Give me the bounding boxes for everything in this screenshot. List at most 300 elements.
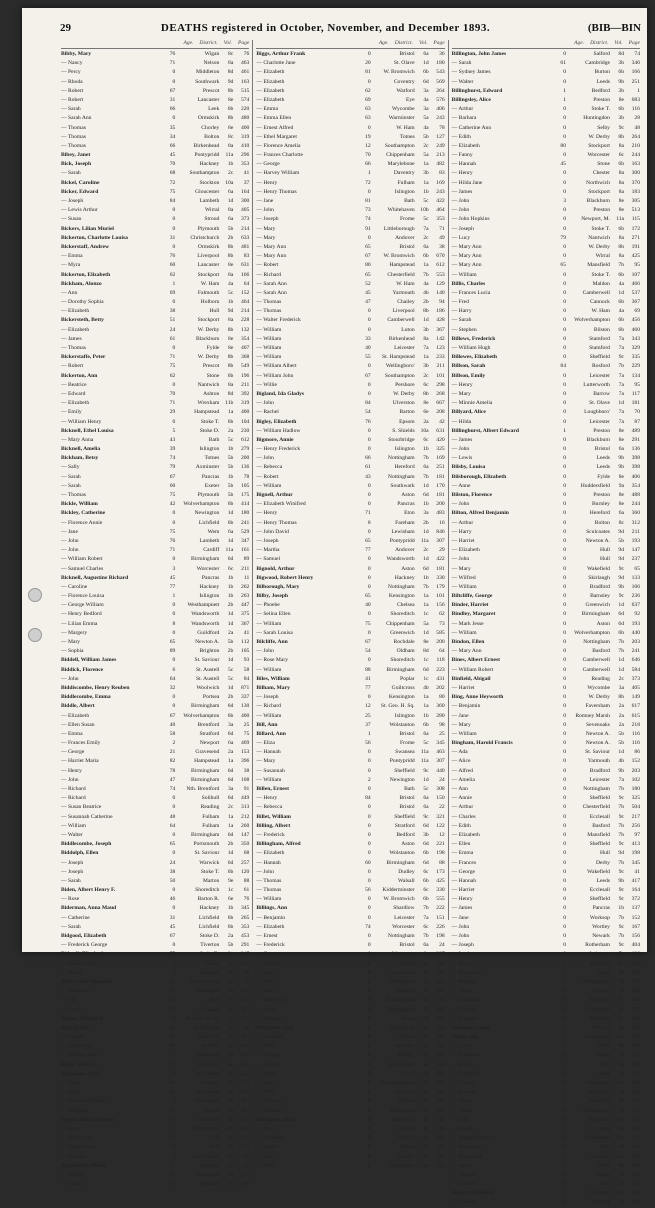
register-columns <box>58 40 643 1206</box>
entry-age: 0 <box>563 859 566 866</box>
entry-name: — Ernest <box>256 933 278 939</box>
register-entry <box>452 941 640 950</box>
entry-page: 47 <box>243 1162 250 1169</box>
entry-district: Aston <box>401 841 415 848</box>
entry-page: 549 <box>240 363 250 370</box>
entry-name: — George <box>256 161 280 168</box>
entry-age: 0 <box>563 280 566 287</box>
entry-district: Newark <box>592 933 610 939</box>
entry-page: 313 <box>240 804 250 811</box>
register-entry <box>452 326 640 335</box>
entry-page: 208 <box>436 409 445 416</box>
entry-name: — Benjamin <box>256 914 286 921</box>
entry-district: Basford <box>592 648 610 655</box>
entry-name: — George <box>451 868 476 875</box>
register-entry <box>61 767 249 776</box>
register-entry <box>452 693 640 702</box>
register-entry <box>452 904 640 913</box>
heading-name <box>61 40 177 48</box>
entry-age: 0 <box>367 390 371 397</box>
entry-age: 0 <box>563 537 566 544</box>
entry-district: Middlesbro' <box>583 1107 610 1114</box>
entry-name: — John <box>256 648 274 655</box>
entry-district: Ecclesall <box>589 813 610 820</box>
entry-name: — William Robert <box>451 666 494 673</box>
register-entry <box>61 583 249 592</box>
register-entry <box>256 702 444 711</box>
entry-age: 77 <box>169 583 176 590</box>
entry-volume: 6d <box>423 1015 429 1022</box>
entry-district: Sculcoates <box>586 528 610 535</box>
entry-page: 247 <box>240 1006 250 1013</box>
entry-volume: 9b <box>618 455 624 462</box>
entry-district: Sculcoates <box>195 1070 220 1077</box>
entry-name: — John <box>61 776 79 783</box>
entry-name: Biffen, Ann Elizabeth <box>61 978 113 985</box>
entry-page: 169 <box>436 179 445 186</box>
entry-age: 75 <box>169 1034 176 1041</box>
entry-district: Pancras <box>592 1199 610 1206</box>
entry-volume: 1a <box>228 1015 234 1022</box>
entry-name: — Barbara <box>451 115 477 122</box>
entry-age: 0 <box>563 942 566 949</box>
register-entry <box>61 1042 249 1051</box>
entry-age: 0 <box>563 850 566 857</box>
name-range: (BIB—BIN <box>587 22 641 34</box>
entry-age: 19 <box>169 978 176 985</box>
entry-age: 48 <box>169 1080 176 1086</box>
entry-district: W. Derby <box>588 133 610 140</box>
entry-district: Nottingham <box>387 583 415 590</box>
register-entry <box>452 748 640 757</box>
entry-age: 0 <box>367 482 371 489</box>
entry-district: Wigan <box>204 51 220 57</box>
entry-volume: 8e <box>423 1162 429 1169</box>
entry-name: — Sally <box>61 464 80 471</box>
entry-page: 204 <box>436 978 445 985</box>
entry-volume: 2b <box>227 969 234 976</box>
register-entry <box>256 372 444 381</box>
entry-district: Nantwich <box>588 234 610 241</box>
entry-district: Sheffield <box>589 795 610 802</box>
entry-volume: 6b <box>618 225 624 232</box>
entry-name: — Mary Ann <box>256 997 287 1004</box>
entry-page: 114 <box>436 997 445 1004</box>
entry-volume: 5a <box>423 115 429 122</box>
entry-volume: 2b <box>423 519 429 526</box>
page-header <box>60 22 641 38</box>
entry-district: Ashton <box>203 390 220 397</box>
entry-volume: 8d <box>227 69 234 76</box>
entry-district: Hull <box>209 997 220 1004</box>
entry-page: 576 <box>436 96 445 103</box>
entry-page: 346 <box>631 60 640 67</box>
entry-page: 353 <box>240 923 250 930</box>
entry-district: Gloucester <box>195 188 220 195</box>
register-entry <box>61 197 249 206</box>
entry-volume: 10b <box>420 207 429 214</box>
entry-district: Sheffield <box>394 813 415 820</box>
entry-name: — Elizabeth <box>256 923 285 930</box>
entry-age: 0 <box>563 133 566 140</box>
entry-page: 137 <box>631 905 640 912</box>
entry-volume: 8e <box>618 501 624 508</box>
entry-name: — Lilian Emma <box>61 620 98 627</box>
register-entry <box>452 721 640 730</box>
entry-page: 255 <box>436 1015 445 1022</box>
entry-district: St. Saviour <box>194 850 220 857</box>
entry-age: 0 <box>563 629 566 636</box>
entry-page: 76 <box>243 51 250 57</box>
entry-district: Darlington <box>585 1080 610 1086</box>
register-entry <box>256 877 444 886</box>
entry-volume: 1d <box>423 482 429 489</box>
entry-name: Biggadike, Cyril <box>61 1070 101 1077</box>
entry-page: 356 <box>631 1190 640 1197</box>
entry-age: 0 <box>563 1061 566 1068</box>
entry-district: Bedford <box>396 831 415 838</box>
entry-name: — Sophia <box>61 648 84 655</box>
entry-name: — Fanny <box>451 152 473 159</box>
entry-page: 443 <box>631 1089 640 1096</box>
entry-district: Newington <box>389 776 415 783</box>
register-entry <box>452 445 640 454</box>
entry-age: 70 <box>169 390 176 397</box>
entry-name: — George <box>61 1034 85 1041</box>
entry-page: 214 <box>240 225 250 232</box>
register-entry <box>452 1107 640 1116</box>
register-entry <box>61 482 249 491</box>
entry-page: 167 <box>631 923 640 930</box>
entry-age: 66 <box>169 142 176 149</box>
register-entry <box>256 87 444 96</box>
entry-name: — William <box>451 730 477 737</box>
entry-name: Billingsley, Ann <box>256 1024 294 1031</box>
entry-age: 0 <box>563 289 566 296</box>
entry-page: 175 <box>240 492 250 498</box>
register-entry <box>256 1061 444 1070</box>
entry-name: — Emily <box>61 409 82 416</box>
register-entry <box>61 960 249 969</box>
entry-volume: 9b <box>618 464 624 471</box>
register-entry <box>61 1180 249 1189</box>
entry-name: — Elizabeth <box>256 96 285 103</box>
entry-district: Hereford <box>589 510 610 517</box>
entry-district: Aston <box>401 565 415 572</box>
entry-page: 151 <box>436 914 445 921</box>
entry-district: Newton A. <box>585 730 610 737</box>
entry-age: 0 <box>563 446 566 453</box>
register-entry <box>61 1125 249 1134</box>
register-entry <box>61 1061 249 1070</box>
entry-page: 483 <box>436 510 445 517</box>
entry-page: 390 <box>240 1098 250 1105</box>
entry-page: 305 <box>631 198 640 204</box>
entry-name: — Joseph <box>61 198 84 204</box>
entry-volume: 2a <box>228 749 234 756</box>
entry-district: Lewisham <box>391 528 415 535</box>
entry-page: 116 <box>631 106 640 113</box>
entry-page: 252 <box>240 1070 250 1077</box>
entry-volume: 1b <box>227 574 234 581</box>
entry-page: 612 <box>240 436 250 443</box>
entry-page: 631 <box>240 262 250 269</box>
register-entry <box>61 537 249 546</box>
register-entry <box>452 372 640 381</box>
entry-name: — Lily <box>61 997 78 1004</box>
register-entry <box>61 666 249 675</box>
entry-volume: 8e <box>618 492 624 498</box>
entry-page: 392 <box>240 390 250 397</box>
entry-district: Hambledon <box>193 1024 220 1031</box>
entry-age: 0 <box>367 556 371 563</box>
entry-age: 0 <box>563 179 566 186</box>
entry-page: 279 <box>240 446 250 453</box>
entry-name: — William <box>256 345 282 351</box>
entry-age: 0 <box>563 831 566 838</box>
entry-district: Brighton <box>199 648 220 655</box>
register-entry <box>452 169 640 178</box>
entry-name: — Robert <box>256 262 279 269</box>
entry-page: 152 <box>240 289 250 296</box>
entry-name: — Frances Emily <box>61 740 101 747</box>
entry-district: Lambeth <box>199 537 220 544</box>
entry-page: 61 <box>243 887 250 894</box>
entry-age: 0 <box>563 795 566 802</box>
entry-name: — Sarah <box>451 988 472 995</box>
entry-volume: 3b <box>423 363 429 370</box>
register-entry <box>61 1033 249 1042</box>
entry-volume: 6b <box>423 69 429 76</box>
register-entry <box>256 1024 444 1033</box>
register-entry <box>452 399 640 408</box>
entry-volume: 8a <box>228 207 234 214</box>
entry-age: 77 <box>365 684 371 691</box>
entry-name: Bines, Albert Ernest <box>451 657 500 664</box>
register-entry <box>61 50 249 59</box>
entry-district: Bradford <box>199 1116 220 1123</box>
entry-page: 338 <box>436 1070 445 1077</box>
entry-name: — Henry <box>451 1098 473 1105</box>
entry-age: 0 <box>563 409 566 416</box>
entry-age: 0 <box>563 253 566 260</box>
entry-district: Sevenoaks <box>586 721 610 728</box>
entry-volume: 1b <box>423 446 429 453</box>
entry-volume: 8e <box>228 345 234 351</box>
entry-name: Binney, Elizabeth <box>451 1190 494 1197</box>
entry-district: Loughboro' <box>584 409 610 416</box>
entry-district: Northwich <box>586 179 610 186</box>
entry-district: Wortley <box>592 923 610 930</box>
entry-volume: 7a <box>618 345 624 351</box>
entry-age: 0 <box>563 492 566 498</box>
entry-district: Hull <box>209 308 220 315</box>
register-entry <box>256 620 444 629</box>
entry-age: 65 <box>365 271 371 278</box>
register-entry <box>452 555 640 564</box>
register-entry <box>452 877 640 886</box>
entry-volume: 1b <box>423 501 429 508</box>
entry-district: Aston <box>401 1015 415 1022</box>
entry-district: Birkenhead <box>193 142 220 149</box>
entry-district: Islington <box>199 593 220 600</box>
entry-page: 247 <box>240 951 250 958</box>
entry-page: 11 <box>243 574 250 581</box>
entry-district: Tiverton <box>200 942 220 949</box>
entry-volume: 9c <box>618 960 624 967</box>
entry-volume: 8d <box>618 51 624 57</box>
entry-age: 0 <box>367 1107 371 1114</box>
entry-age: 81 <box>365 69 371 76</box>
entry-district: Watford <box>396 87 415 94</box>
entry-name: — Henry <box>451 381 473 388</box>
entry-page: 615 <box>631 712 640 719</box>
entry-age: 0 <box>367 1052 371 1059</box>
register-entry <box>256 1006 444 1015</box>
entry-age: 0 <box>367 831 371 838</box>
entry-district: Stockton <box>199 179 220 186</box>
entry-name: — Mary <box>256 758 276 765</box>
entry-age: 0 <box>172 69 176 76</box>
entry-page: 78 <box>439 124 445 131</box>
entry-page: 367 <box>240 620 250 627</box>
entry-age: 0 <box>563 170 566 177</box>
entry-page: 186 <box>240 1181 250 1188</box>
entry-volume: 7b <box>423 271 429 278</box>
entry-district: Middleton <box>196 69 220 76</box>
entry-age: 0 <box>563 997 566 1004</box>
entry-age: 76 <box>169 253 176 260</box>
entry-district: Southampton <box>384 372 415 379</box>
entry-district: Chesterfield <box>582 804 610 811</box>
entry-name: — Mary Ann <box>451 1144 482 1151</box>
entry-page: 505 <box>240 1125 250 1132</box>
entry-page: 48 <box>634 124 640 131</box>
entry-district: St. Austell <box>196 666 220 673</box>
entry-volume: 9b <box>618 1043 624 1050</box>
entry-page: 211 <box>241 565 250 572</box>
entry-page: 132 <box>240 326 250 333</box>
entry-district: Southwark <box>390 482 415 489</box>
entry-volume: 7b <box>618 822 624 829</box>
entry-age: 0 <box>367 436 371 443</box>
entry-age: 75 <box>169 492 176 498</box>
entry-age: 0 <box>367 78 371 85</box>
entry-name: — Sydney James <box>451 69 491 76</box>
entry-volume: 6b <box>618 271 624 278</box>
register-entry <box>452 1097 640 1106</box>
entry-name: — James <box>61 335 82 342</box>
entry-name: — Lucy <box>451 234 471 241</box>
entry-volume: 10b <box>224 1125 234 1132</box>
entry-age: 56 <box>365 740 371 747</box>
entry-name: — Rose <box>61 896 80 903</box>
entry-district: Kensington <box>388 593 415 600</box>
entry-district: Gravesend <box>195 749 220 756</box>
entry-volume: 8e <box>423 1135 429 1142</box>
entry-age: 64 <box>169 675 176 682</box>
entry-district: Mitford <box>592 1024 610 1031</box>
register-entry <box>61 59 249 68</box>
register-entry <box>61 1116 249 1125</box>
entry-name: — Percy <box>61 69 81 76</box>
entry-district: Nottingham <box>387 1006 415 1013</box>
entry-age: 75 <box>365 620 371 627</box>
entry-age: 75 <box>169 188 176 195</box>
register-entry <box>452 1088 640 1097</box>
entry-volume: 7a <box>423 225 429 232</box>
entry-volume: 8a <box>618 234 624 241</box>
entry-page: 300 <box>631 170 640 177</box>
entry-name: — Mary <box>256 1162 276 1169</box>
entry-name: — George <box>451 1080 476 1086</box>
register-entry <box>61 418 249 427</box>
register-entry <box>452 1061 640 1070</box>
entry-district: Wolverhampton <box>378 1080 415 1086</box>
entry-district: Blackburn <box>586 198 610 204</box>
entry-name: — Florence Louisa <box>61 593 105 600</box>
entry-volume: 1d <box>227 684 234 691</box>
entry-district: Stockport <box>197 271 220 278</box>
entry-volume: 9d <box>618 574 624 581</box>
entry-name: — Harvey William <box>256 170 300 177</box>
entry-name: — Mary Ann <box>61 1135 91 1142</box>
entry-name: — Joseph <box>256 537 279 544</box>
entry-age: 0 <box>172 299 176 306</box>
entry-volume: 5c <box>228 675 234 682</box>
register-entry <box>256 1042 444 1051</box>
register-entry <box>256 923 444 932</box>
entry-name: — John <box>451 501 470 508</box>
entry-district: Southwark <box>195 78 220 85</box>
entry-name: — Rhoda <box>61 78 83 85</box>
register-entry <box>256 583 444 592</box>
entry-district: W. Derby <box>588 243 610 250</box>
entry-volume: 2c <box>423 142 429 149</box>
entry-name: — George William <box>61 602 104 609</box>
entry-district: Fylde <box>206 345 220 351</box>
entry-volume: 6c <box>423 1052 429 1059</box>
entry-page: 291 <box>240 942 250 949</box>
register-entry <box>452 757 640 766</box>
entry-page: 106 <box>631 583 640 590</box>
entry-age: 0 <box>367 896 371 903</box>
entry-page: 108 <box>240 776 250 783</box>
entry-age: 0 <box>563 345 566 351</box>
entry-volume: 9d <box>618 850 624 857</box>
entry-age: 45 <box>169 923 176 930</box>
entry-district: Coventry <box>393 78 415 85</box>
entry-volume: 2a <box>228 629 234 636</box>
entry-name: Bickham, Alonzo <box>61 280 102 287</box>
entry-age: 0 <box>563 1089 566 1096</box>
register-entry <box>452 1171 640 1180</box>
entry-district: Chelsea <box>396 602 415 609</box>
register-entry <box>256 335 444 344</box>
entry-volume: 9e <box>228 877 234 884</box>
register-entry <box>256 362 444 371</box>
entry-volume: 10a <box>615 1135 624 1142</box>
register-entry <box>452 454 640 463</box>
entry-page: 169 <box>436 455 445 462</box>
entry-volume: 3b <box>423 831 429 838</box>
entry-district: Leeds <box>596 877 610 884</box>
entry-volume: 7b <box>423 933 429 939</box>
entry-volume: 6b <box>423 877 429 884</box>
entry-age: 65 <box>560 262 566 269</box>
entry-page: 407 <box>240 345 250 351</box>
register-entry <box>256 941 444 950</box>
